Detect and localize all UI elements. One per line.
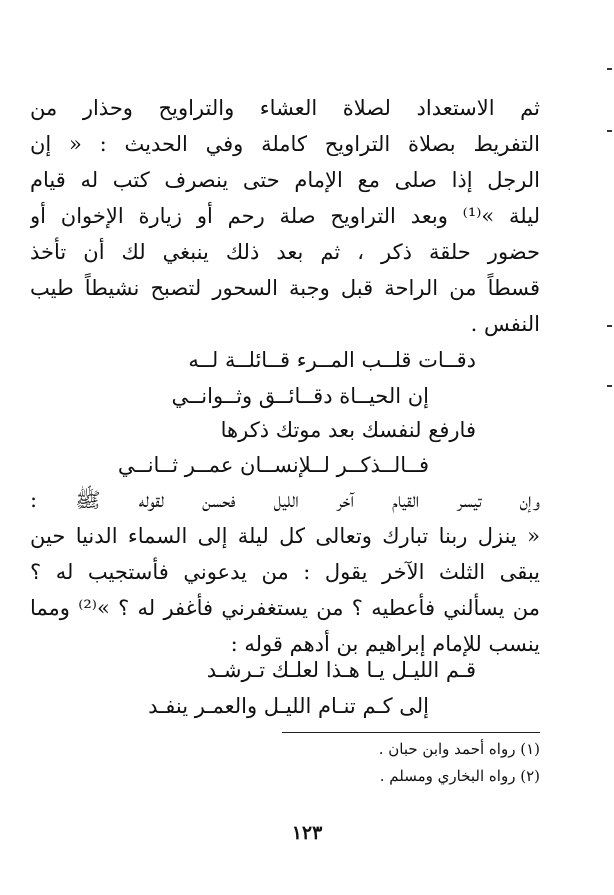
footnotes <box>282 736 540 790</box>
text-line: قسطاً من الراحة قبل وجبة السحور لتصبح نشيطاً طيب <box>30 276 540 300</box>
poem-line: قـم الليـل يـا هـذا لعلـك تـرشـد <box>206 658 476 682</box>
text-line: النفس . <box>470 312 540 336</box>
text-line: ثم الاستعداد لصلاة العشاء والتراويح وحذار من <box>30 96 540 120</box>
poem-1-line-1-block <box>188 342 476 378</box>
footnote: (١) رواه أحمد وابن حبان . <box>378 740 540 758</box>
paragraph-2 <box>30 482 540 662</box>
page-number: ١٢٣ <box>291 822 323 844</box>
text-line: الرجل إذا صلى مع الإمام حتى ينصرف كتب له قيام <box>30 168 540 192</box>
text-line: ينسب للإمام إبراهيم بن أدهم قوله : <box>230 632 540 656</box>
poem-line: فــالــذكــر لــلإنســان عمــر ثــانــي <box>117 453 429 477</box>
poem-line: دقــات قلــب المــرء قــائلــة لــه <box>188 348 476 372</box>
text-line: « ينزل ربنا تبارك وتعالى كل ليلة إلى السماء الدنيا حين <box>30 524 540 548</box>
text-line: التفريط بصلاة التراويح كاملة وفي الحديث : « إن <box>30 132 540 156</box>
poem-line: إلى كـم تنـام الليـل والعمـر ينفـد <box>148 694 429 718</box>
text-line: وإن تيسر القيام آخر الليل فحسن لقوله ﷺ : <box>30 488 540 512</box>
text-line: من يسألني فأعطيه ؟ من يستغفرني فأغفر له ؟ »⁽²⁾ ومما <box>30 596 540 620</box>
poem-line: فارفع لنفسك بعد موتك ذكرها <box>220 418 476 442</box>
text-line: ليلة »⁽¹⁾ وبعد التراويح صلة رحم أو زيارة الإخوان أو <box>30 204 540 228</box>
page-edge-mark <box>607 68 612 70</box>
poem-1-line-2-block <box>172 378 430 414</box>
footnote-divider <box>282 732 540 733</box>
poem-1-line-4-block <box>118 447 429 483</box>
text-line: يبقى الثلث الآخر يقول : من يدعوني فأستجيب له ؟ <box>30 560 540 584</box>
poem-1-line-3-block <box>221 412 476 448</box>
page-edge-mark <box>607 385 612 387</box>
poem-2-line-1-block <box>207 652 476 688</box>
text-line: حضور حلقة ذكر ، ثم بعد ذلك ينبغي لك أن تأخذ <box>30 240 540 264</box>
poem-2-line-2-block <box>148 688 429 724</box>
footnote: (٢) رواه البخاري ومسلم . <box>379 767 540 785</box>
page-edge-mark <box>607 130 612 132</box>
poem-line: إن الحيــاة دقــائــق وثــوانــي <box>171 384 429 408</box>
page-edge-mark <box>607 325 612 327</box>
paragraph-1 <box>30 90 540 342</box>
